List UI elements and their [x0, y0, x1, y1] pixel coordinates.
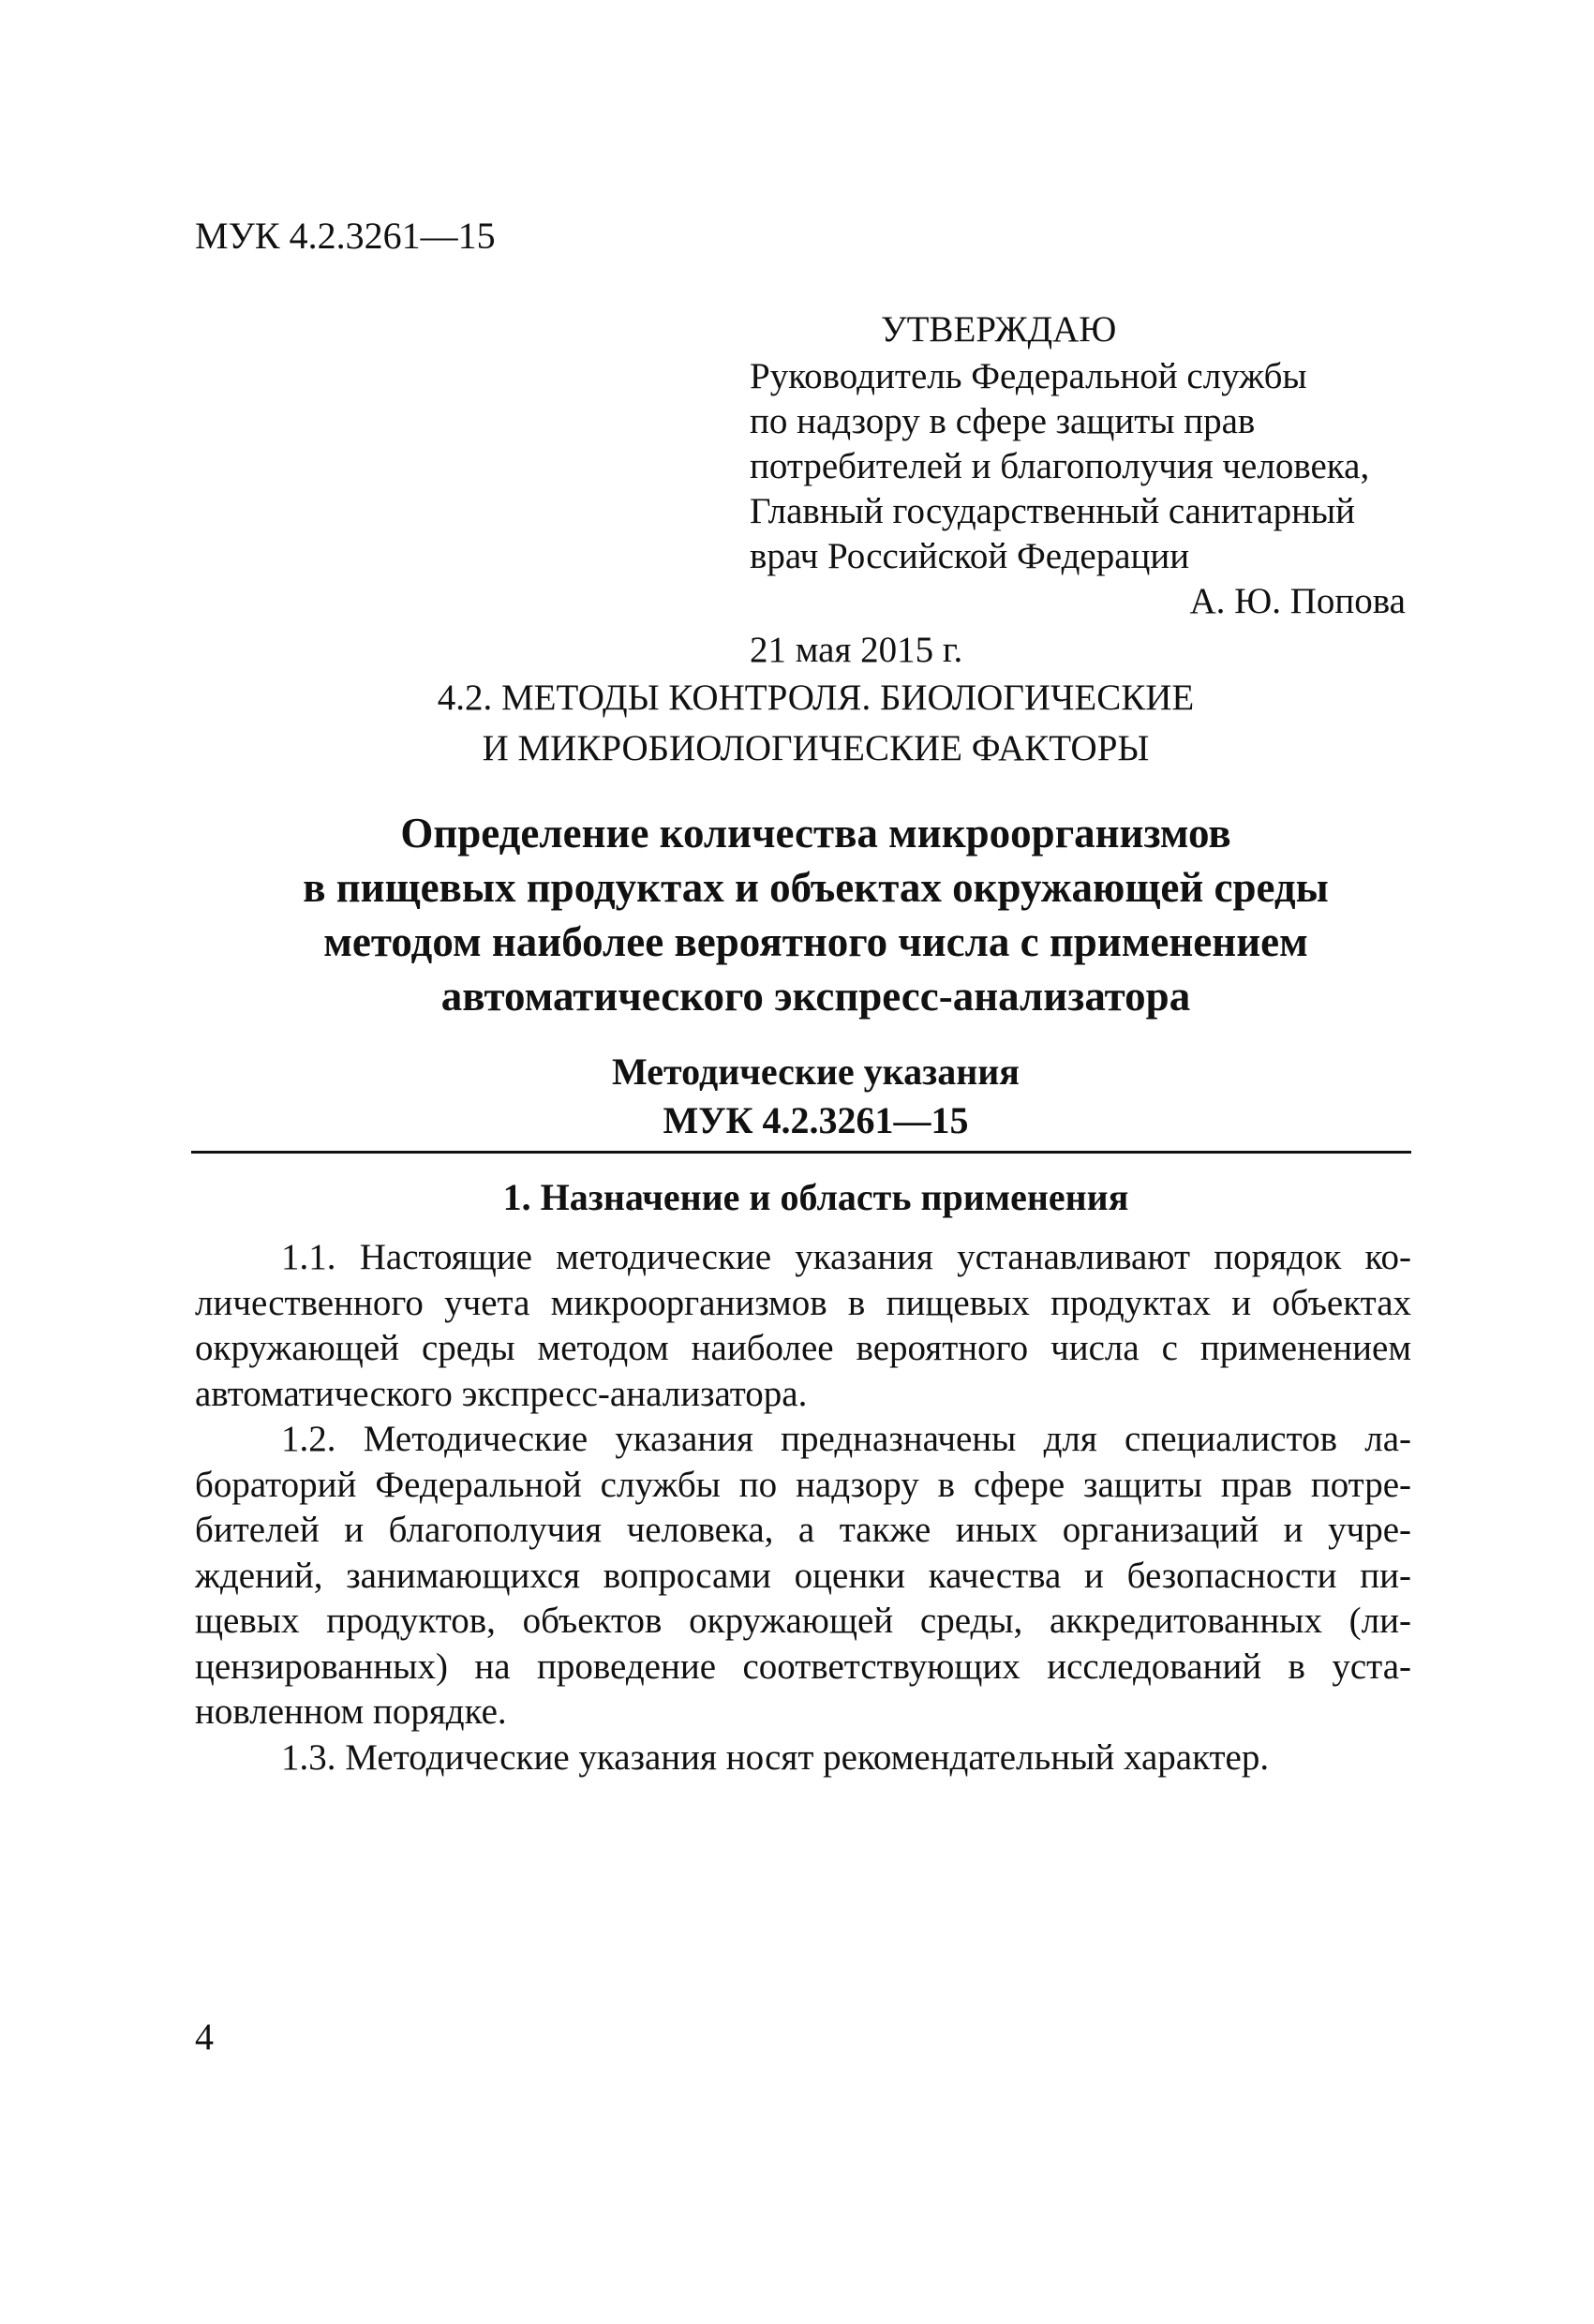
approval-heading: УТВЕРЖДАЮ: [881, 309, 1117, 350]
approval-date: 21 мая 2015 г.: [750, 630, 963, 670]
paragraph-1-1: [195, 1235, 1411, 1417]
approval-line: Главный государственный санитарный: [750, 491, 1356, 531]
title-line: Определение количества микроорганизмов: [400, 810, 1231, 857]
section-heading-line: 4.2. МЕТОДЫ КОНТРОЛЯ. БИОЛОГИЧЕСКИЕ: [437, 678, 1195, 718]
section-heading-line: И МИКРОБИОЛОГИЧЕСКИЕ ФАКТОРЫ: [482, 728, 1150, 768]
paragraph-1-2: [195, 1417, 1411, 1736]
guideline-block: [0, 1048, 1594, 1145]
text-line: бораторий Федеральной службы по надзору в сфере защиты прав потре-: [195, 1464, 1411, 1505]
guideline-code: МУК 4.2.3261—15: [663, 1099, 969, 1141]
section-1-title: 1. Назначение и область применения: [502, 1176, 1129, 1218]
section-1-body: [195, 1235, 1411, 1780]
text-line: личественного учета микроорганизмов в пищевых продуктах и объектах: [195, 1282, 1411, 1323]
horizontal-rule: [191, 1151, 1411, 1154]
text-line: щевых продуктов, объектов окружающей среды, аккредитованных (ли-: [195, 1601, 1411, 1641]
text-line: 1.3. Методические указания носят рекомендательный характер.: [281, 1736, 1270, 1778]
document-title: [0, 806, 1594, 1023]
approval-line: потребителей и благополучия человека,: [750, 446, 1370, 486]
document-code: МУК 4.2.3261—15: [195, 215, 496, 257]
text-line: 1.1. Настоящие методические указания устанавливают порядок ко-: [281, 1237, 1411, 1277]
guideline-type: Методические указания: [612, 1050, 1020, 1093]
text-line: цензированных) на проведение соответствующих исследований в уста-: [195, 1646, 1411, 1687]
approval-block: [750, 307, 1410, 673]
text-line: бителей и благополучия человека, а также иных организаций и учре-: [195, 1510, 1411, 1550]
approval-signer: А. Ю. Попова: [1189, 581, 1406, 621]
section-heading: [0, 673, 1594, 774]
title-line: автоматического экспресс-анализатора: [440, 973, 1191, 1020]
approval-line: по надзору в сфере защиты прав: [750, 401, 1256, 441]
text-line: ждений, занимающихся вопросами оценки качества и безопасности пи-: [195, 1555, 1411, 1596]
text-line: 1.2. Методические указания предназначены для специалистов ла-: [281, 1419, 1411, 1459]
text-line: окружающей среды методом наиболее вероятного числа с применением: [195, 1328, 1411, 1368]
text-line: автоматического экспресс-анализатора.: [195, 1373, 808, 1414]
title-line: в пищевых продуктах и объектах окружающей среды: [303, 864, 1329, 911]
page-number: 4: [195, 2016, 214, 2058]
text-line: новленном порядке.: [195, 1691, 507, 1732]
paragraph-1-3: [195, 1736, 1411, 1781]
approval-line: врач Российской Федерации: [750, 536, 1190, 576]
title-line: методом наиболее вероятного числа с применением: [323, 918, 1308, 965]
approval-line: Руководитель Федеральной службы: [750, 356, 1307, 396]
